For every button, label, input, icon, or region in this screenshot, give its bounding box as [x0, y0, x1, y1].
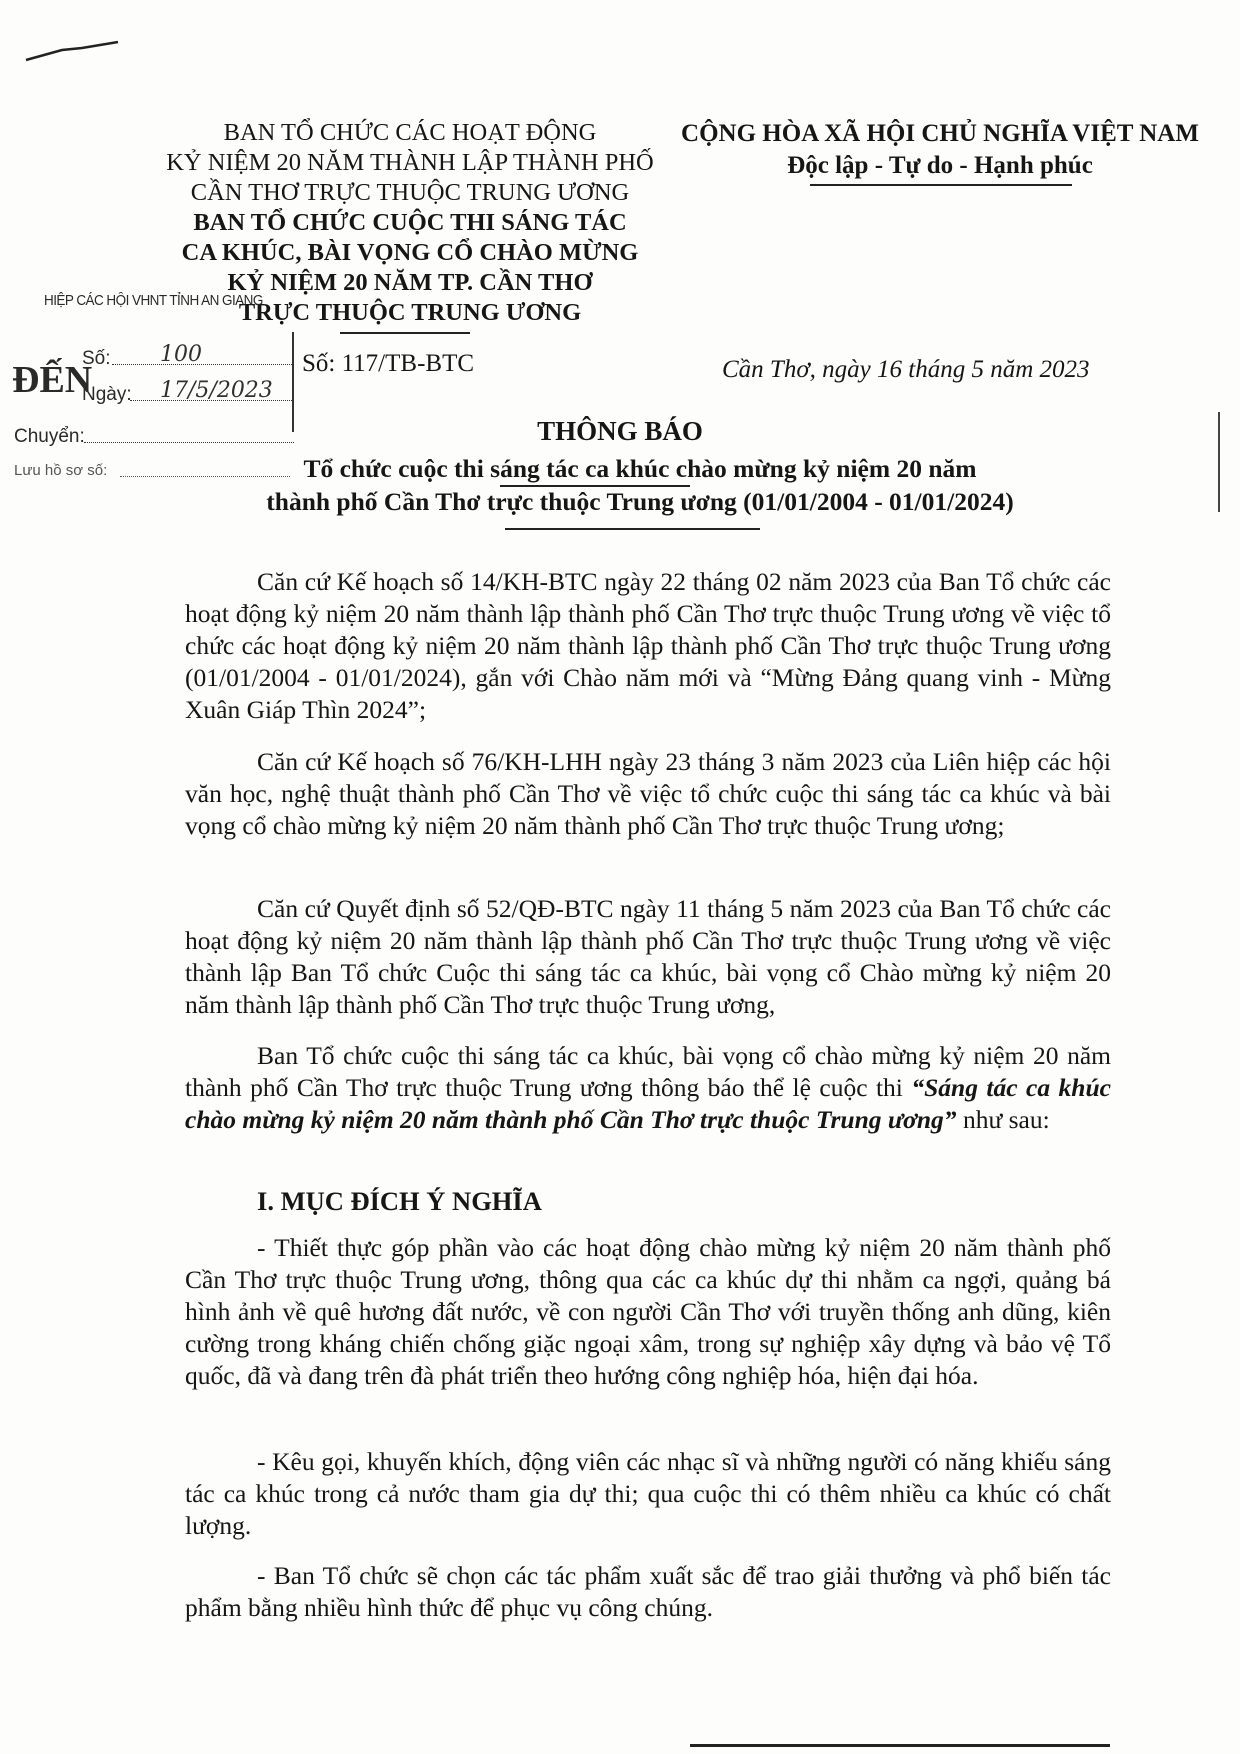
paragraph-4-end: như sau:	[956, 1105, 1050, 1134]
paragraph-1	[185, 566, 1111, 726]
national-motto: Độc lập - Tự do - Hạnh phúc	[787, 152, 1093, 179]
section-1-heading: I. MỤC ĐÍCH Ý NGHĨA	[257, 1186, 542, 1216]
issuer-line-4: BAN TỔ CHỨC CUỘC THI SÁNG TÁC	[193, 209, 627, 236]
subtitle-line-2: thành phố Cần Thơ trực thuộc Trung ương (01/01/2004 - 01/01/2024)	[266, 487, 1014, 516]
paragraph-4	[185, 1040, 1111, 1136]
subtitle-underline	[500, 485, 690, 487]
issuer-line-6: KỶ NIỆM 20 NĂM TP. CẦN THƠ	[227, 269, 593, 296]
section-1-item-1	[185, 1232, 1111, 1392]
stamp-luu-label: Lưu hồ sơ số:	[14, 462, 108, 479]
paragraph-2	[185, 746, 1111, 842]
subtitle-line-1: Tổ chức cuộc thi sáng tác ca khúc chào mừng kỷ niệm 20 năm	[303, 454, 977, 483]
issuer-line-3: CẦN THƠ TRỰC THUỘC TRUNG ƯƠNG	[190, 179, 630, 206]
section-1-item-3-text: - Ban Tổ chức sẽ chọn các tác phẩm xuất sắc để trao giải thưởng và phổ biến tác phẩm bằng nhiều hình thức để phục vụ công chúng.	[185, 1561, 1111, 1622]
doc-title: THÔNG BÁO	[537, 416, 703, 446]
stamp-org: HIỆP CÁC HỘI VHNT TỈNH AN GIANG	[44, 292, 263, 309]
stamp-den: ĐẾN	[12, 359, 93, 401]
paragraph-2-text: Căn cứ Kế hoạch số 76/KH-LHH ngày 23 tháng 3 năm 2023 của Liên hiệp các hội văn học, nghệ thuật thành phố Cần Thơ về việc tổ chức cuộc thi sáng tác ca khúc và bài vọng cổ chào mừng kỷ niệm 20 năm thành phố Cần Thơ trực thuộc Trung ương;	[185, 747, 1111, 840]
contest-name: “Sáng tác ca khúc chào mừng kỷ niệm 20 năm thành phố Cần Thơ trực thuộc Trung ương”	[185, 1073, 1111, 1134]
paragraph-3-text: Căn cứ Quyết định số 52/QĐ-BTC ngày 11 tháng 5 năm 2023 của Ban Tổ chức các hoạt động kỷ niệm 20 năm thành lập thành phố Cần Thơ trực thuộc Trung ương về việc thành lập Ban Tổ chức Cuộc thi sáng tác ca khúc, bài vọng cổ Chào mừng kỷ niệm 20 năm thành lập thành phố Cần Thơ trực thuộc Trung ương,	[185, 894, 1111, 1019]
stamp-ngay-value: 17/5/2023	[160, 378, 273, 403]
scan-edge-right	[1218, 412, 1220, 512]
pen-mark	[22, 36, 122, 66]
issuer-line-7: TRỰC THUỘC TRUNG ƯƠNG	[238, 299, 582, 326]
section-1-item-2	[185, 1446, 1111, 1542]
paragraph-4-text: Ban Tổ chức cuộc thi sáng tác ca khúc, bài vọng cổ chào mừng kỷ niệm 20 năm thành phố Cần Thơ trực thuộc Trung ương thông báo thể lệ cuộc thi	[185, 1041, 1111, 1102]
stamp-ngay-label: Ngày:	[82, 384, 132, 405]
section-1-item-2-text: - Kêu gọi, khuyến khích, động viên các nhạc sĩ và những người có năng khiếu sáng tác ca khúc trong cả nước tham gia dự thi; qua cuộc thi có thêm nhiều ca khúc có chất lượng.	[185, 1447, 1111, 1540]
issuer-line-5: CA KHÚC, BÀI VỌNG CỔ CHÀO MỪNG	[181, 239, 639, 266]
place-date: Cần Thơ, ngày 16 tháng 5 năm 2023	[722, 356, 1090, 383]
issuer-line-2: KỶ NIỆM 20 NĂM THÀNH LẬP THÀNH PHỐ	[166, 149, 654, 176]
motto-underline	[810, 184, 1072, 186]
issuer-line-1: BAN TỔ CHỨC CÁC HOẠT ĐỘNG	[223, 119, 597, 146]
section-1-item-1-text: - Thiết thực góp phần vào các hoạt động chào mừng kỷ niệm 20 năm thành phố Cần Thơ trực thuộc Trung ương, thông qua các ca khúc dự thi nhằm ca ngợi, quảng bá hình ảnh về quê hương đất nước, về con người Cần Thơ với truyền thống anh dũng, kiên cường trong kháng chiến chống giặc ngoại xâm, trong sự nghiệp xây dựng và bảo vệ Tổ quốc, đã và đang trên đà phát triển theo hướng công nghiệp hóa, hiện đại hóa.	[185, 1233, 1111, 1390]
stamp-so-dots	[112, 364, 292, 365]
title-underline	[505, 528, 760, 530]
stamp-chuyen-label: Chuyển:	[14, 426, 85, 447]
stamp-so-label: Số:	[82, 348, 111, 369]
national-header	[680, 118, 1200, 182]
stamp-so-value: 100	[160, 342, 202, 367]
country-name: CỘNG HÒA XÃ HỘI CHỦ NGHĨA VIỆT NAM	[681, 120, 1199, 147]
scan-edge-bottom	[690, 1744, 1110, 1747]
section-1-item-3	[185, 1560, 1111, 1624]
paragraph-1-text: Căn cứ Kế hoạch số 14/KH-BTC ngày 22 tháng 02 năm 2023 của Ban Tổ chức các hoạt động kỷ niệm 20 năm thành lập thành phố Cần Thơ trực thuộc Trung ương về việc tổ chức các hoạt động kỷ niệm 20 năm thành lập thành phố Cần Thơ trực thuộc Trung ương (01/01/2004 - 01/01/2024), gắn với Chào năm mới và “Mừng Đảng quang vinh - Mừng Xuân Giáp Thìn 2024”;	[185, 567, 1111, 724]
paragraph-3	[185, 893, 1111, 1021]
doc-number: Số: 117/TB-BTC	[302, 350, 475, 377]
issuer-underline	[340, 332, 470, 334]
